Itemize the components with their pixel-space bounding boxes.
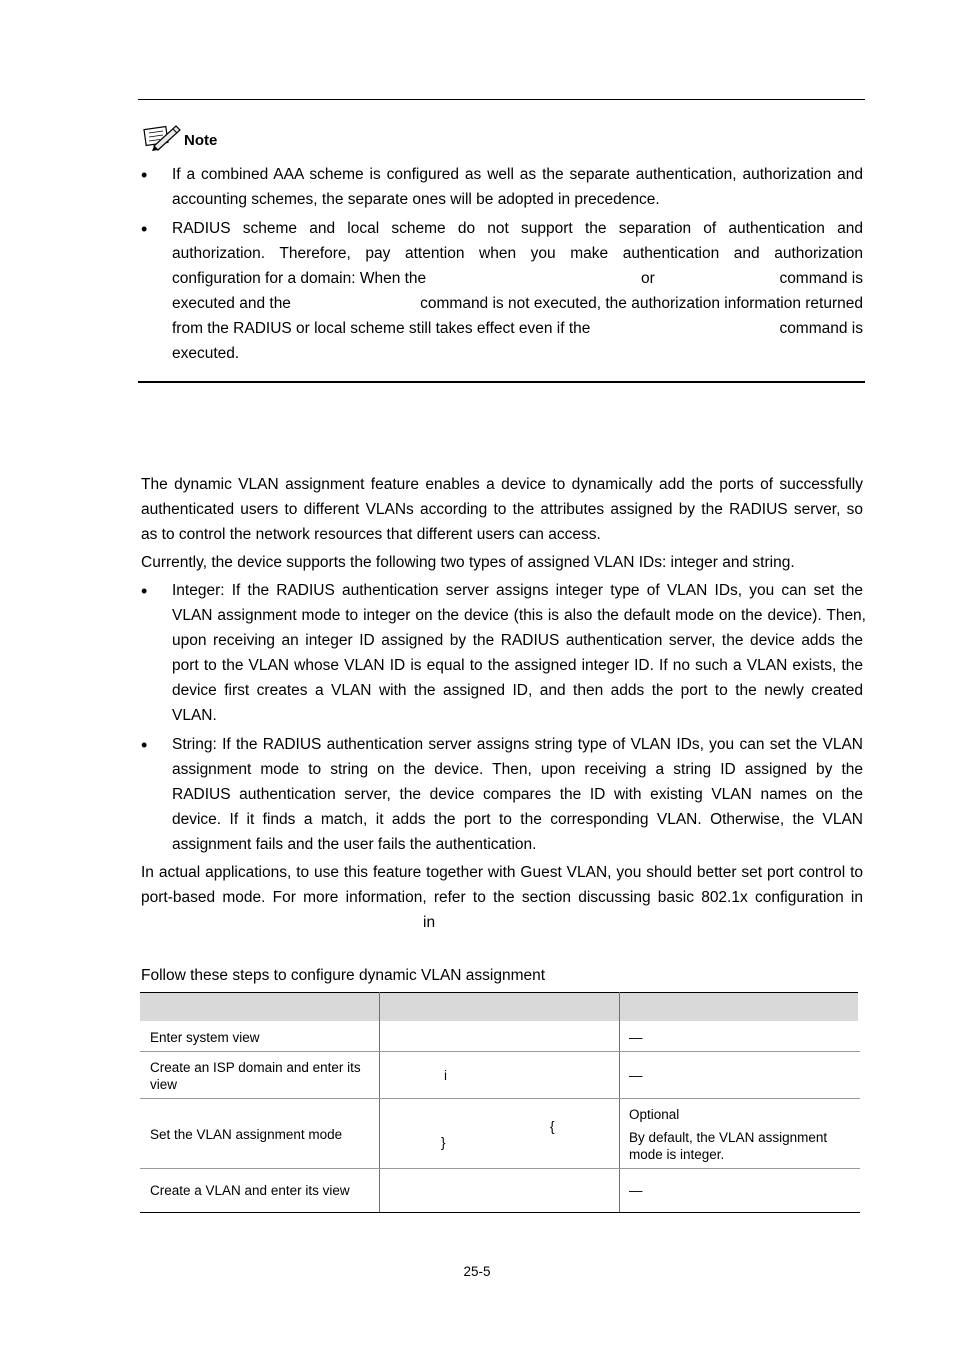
integer-line-2: VLAN assignment mode to integer on the device (this is also the default mode on the device). Then, xyxy=(172,607,866,624)
table-row-2-operation: Create an ISP domain and enter its view xyxy=(150,1060,361,1092)
note-item2-line3-a: configuration for a domain: When the xyxy=(172,270,427,287)
table-row-2-command: i xyxy=(444,1068,447,1083)
string-line-3: RADIUS authentication server, the device compares the ID with existing VLAN names on the xyxy=(172,786,863,803)
string-line-1: String: If the RADIUS authentication server assigns string type of VLAN IDs, you can set the VLAN xyxy=(172,736,863,753)
table-row-2-remark: — xyxy=(629,1068,643,1083)
table-row-3-command-brace-close: } xyxy=(441,1135,446,1150)
guest-line-1: In actual applications, to use this feature together with Guest VLAN, you should better set port control to xyxy=(141,864,863,881)
table-header-row xyxy=(140,992,858,1021)
note-item2-line4-a: executed and the xyxy=(172,295,291,312)
table-bottom-rule xyxy=(140,1212,860,1213)
string-line-2: assignment mode to string on the device. Then, upon receiving a string ID assigned by the xyxy=(172,761,863,778)
table-row-1-remark: — xyxy=(629,1030,643,1045)
note-item2-line3-b: or xyxy=(641,270,655,287)
guest-line-2: port-based mode. For more information, refer to the section discussing basic 802.1x configuration in xyxy=(141,889,863,906)
integer-bullet: • xyxy=(141,581,148,601)
note-item2-line1: RADIUS scheme and local scheme do not support the separation of authentication and xyxy=(172,220,863,237)
table-col-divider-2 xyxy=(619,992,620,1213)
note-pencil-icon xyxy=(142,122,182,152)
table-row-1-operation: Enter system view xyxy=(150,1030,260,1045)
intro-line-1: The dynamic VLAN assignment feature enables a device to dynamically add the ports of successfully xyxy=(141,476,863,493)
table-col-divider-1 xyxy=(379,992,380,1213)
integer-line-6: VLAN. xyxy=(172,707,217,724)
table-row-3-command-brace-open: { xyxy=(550,1119,555,1134)
page-number: 25-5 xyxy=(463,1264,491,1279)
intro-line-3: as to control the network resources that different users can access. xyxy=(141,526,601,543)
intro-line-2: authenticated users to different VLANs according to the attributes assigned by the RADIUS server, so xyxy=(141,501,863,518)
note-item2-line5-b: command is xyxy=(779,320,863,337)
note-item2-line4-b: command is not executed, the authorization information returned xyxy=(420,295,863,312)
note-item1-line1: If a combined AAA scheme is configured as well as the separate authentication, authorization and xyxy=(172,166,863,183)
note-item1-line2: accounting schemes, the separate ones will be adopted in precedence. xyxy=(172,191,660,208)
string-bullet: • xyxy=(141,735,148,755)
guest-line-3-word: in xyxy=(423,914,436,931)
string-line-4: device. If it finds a match, it adds the port to the corresponding VLAN. Otherwise, the VLAN xyxy=(172,811,863,828)
string-line-5: assignment fails and the user fails the authentication. xyxy=(172,836,537,853)
integer-line-4: port to the VLAN whose VLAN ID is equal to the assigned integer ID. If no such a VLAN exists, the xyxy=(172,657,863,674)
integer-line-3: upon receiving an integer ID assigned by the RADIUS authentication server, the device adds the xyxy=(172,632,863,649)
table-row-3-remark-optional: Optional xyxy=(629,1107,680,1122)
table-row-4-remark: — xyxy=(629,1183,643,1198)
integer-line-5: device first creates a VLAN with the assigned ID, and then adds the port to the newly created xyxy=(172,682,863,699)
note-item2-line3-c: command is xyxy=(779,270,863,287)
note-item2-line2: authorization. Therefore, pay attention when you make authentication and authorization xyxy=(172,245,863,262)
note-label: Note xyxy=(184,132,218,149)
integer-line-1: Integer: If the RADIUS authentication server assigns integer type of VLAN IDs, you can set the xyxy=(172,582,863,599)
note-item2-line6: executed. xyxy=(172,345,240,362)
table-row-4-operation: Create a VLAN and enter its view xyxy=(150,1183,350,1198)
table-row-divider-1 xyxy=(140,1051,860,1052)
note-top-rule xyxy=(138,99,865,100)
steps-caption: Follow these steps to configure dynamic VLAN assignment xyxy=(141,967,546,984)
types-line: Currently, the device supports the following two types of assigned VLAN IDs: integer and string. xyxy=(141,554,795,571)
table-row-divider-3 xyxy=(140,1168,860,1169)
table-row-3-remark-default: By default, the VLAN assignment mode is integer. xyxy=(629,1130,828,1162)
note-item2-line5-a: from the RADIUS or local scheme still takes effect even if the xyxy=(172,320,591,337)
note-bullet-1: • xyxy=(141,165,148,185)
table-row-divider-2 xyxy=(140,1098,860,1099)
note-header xyxy=(142,120,217,152)
note-bullet-2: • xyxy=(141,219,148,239)
table-row-3-operation: Set the VLAN assignment mode xyxy=(150,1127,343,1142)
note-bottom-rule xyxy=(138,381,865,383)
